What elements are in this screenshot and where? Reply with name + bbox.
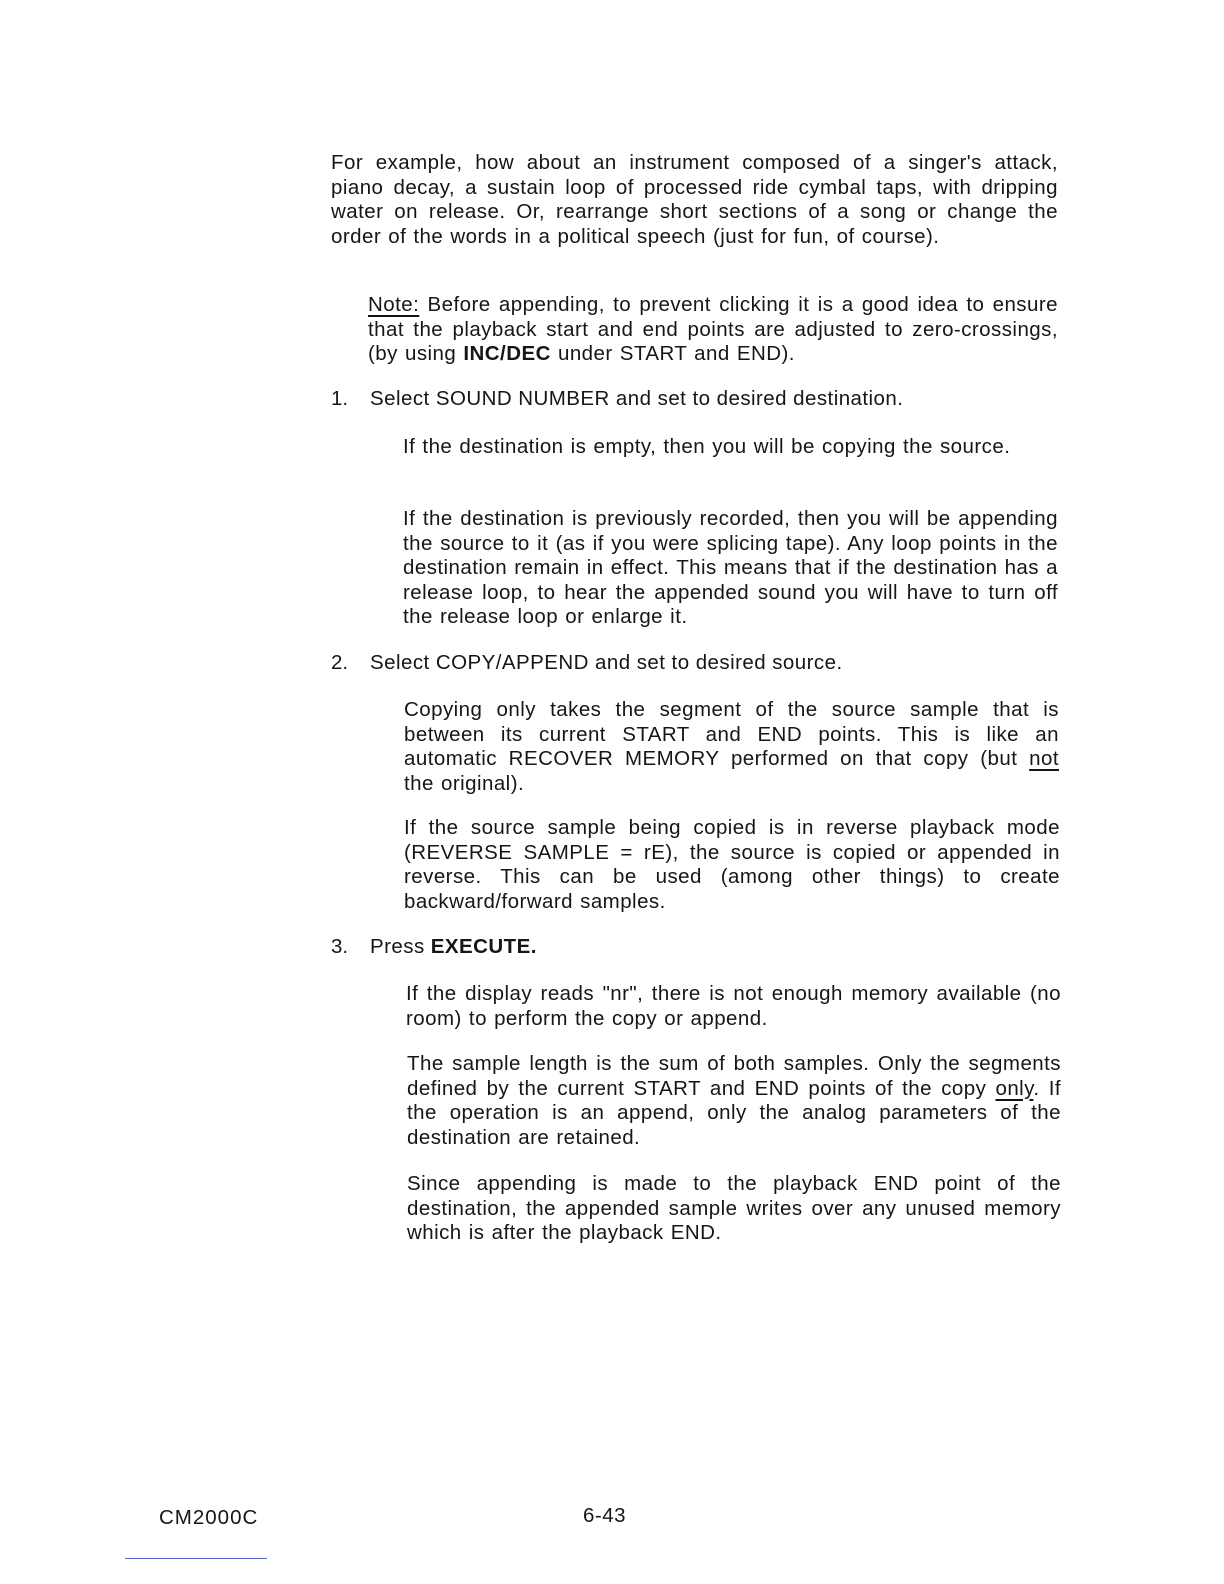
underlined-word-not: not xyxy=(1029,747,1059,770)
footer-rule xyxy=(125,1558,267,1559)
step-2-paragraph-1 xyxy=(404,698,1059,796)
step-3-paragraph-2 xyxy=(407,1052,1061,1150)
step-1-paragraph-2: If the destination is previously recorded, then you will be appending the source to it (as if you were splicing tape). Any loop points in the destination remain in effect. This means that if the destination has a release loop, to hear the appended sound you will have to turn off the release loop or enlarge it. xyxy=(403,507,1058,628)
step-text-before: Press xyxy=(370,935,431,958)
step-3-paragraph-3: Since appending is made to the playback END point of the destination, the appended sample writes over any unused memory which is after the playback END. xyxy=(407,1172,1061,1244)
footer-doc-code: CM2000C xyxy=(159,1506,259,1529)
step-instruction: Select COPY/APPEND and set to desired source. xyxy=(370,651,843,674)
footer-page-number: 6-43 xyxy=(583,1504,627,1527)
note-label: Note: xyxy=(368,293,420,316)
step-2-paragraph-2: If the source sample being copied is in reverse playback mode (REVERSE SAMPLE = rE), the source is copied or appended in reverse. This can be used (among other things) to create backward/forward samples. xyxy=(404,816,1060,913)
step-instruction xyxy=(370,935,537,960)
step-bold-execute: EXECUTE. xyxy=(430,935,537,958)
step-3-paragraph-1: If the display reads "nr", there is not enough memory available (no room) to perform the copy or append. xyxy=(406,982,1061,1030)
intro-paragraph: For example, how about an instrument composed of a singer's attack, piano decay, a sustain loop of processed ride cymbal taps, with dripping water on release. Or, rearrange short sections of a song or change the order of the words in a political speech (just for fun, of course). xyxy=(331,151,1058,248)
step-1-paragraph-1: If the destination is empty, then you will be copying the source. xyxy=(403,435,1011,458)
step-number: 3. xyxy=(331,935,349,958)
step-instruction: Select SOUND NUMBER and set to desired destination. xyxy=(370,387,904,410)
paragraph-text-before: The sample length is the sum of both samples. Only the segments defined by the current START and END points of the copy xyxy=(407,1052,1061,1100)
step-number: 1. xyxy=(331,387,349,410)
paragraph-text-after: the original). xyxy=(404,771,525,795)
note-text-after: under START and END). xyxy=(550,342,795,365)
note-text-before: Before appending, to prevent clicking it is a good idea to ensure that the playback start and end points are adjusted to zero-crossings, (by using xyxy=(368,293,1058,365)
paragraph-text-after: . If the operation is an append, only the analog parameters of the destination are retained. xyxy=(407,1076,1061,1149)
note-paragraph xyxy=(368,293,1058,367)
paragraph-text-before: Copying only takes the segment of the source sample that is between its current START and END points. This is like an automatic RECOVER MEMORY performed on that copy (but xyxy=(404,698,1059,770)
underlined-word-only: only xyxy=(995,1076,1034,1100)
note-bold-inc-dec: INC/DEC xyxy=(463,342,551,365)
step-number: 2. xyxy=(331,651,349,674)
